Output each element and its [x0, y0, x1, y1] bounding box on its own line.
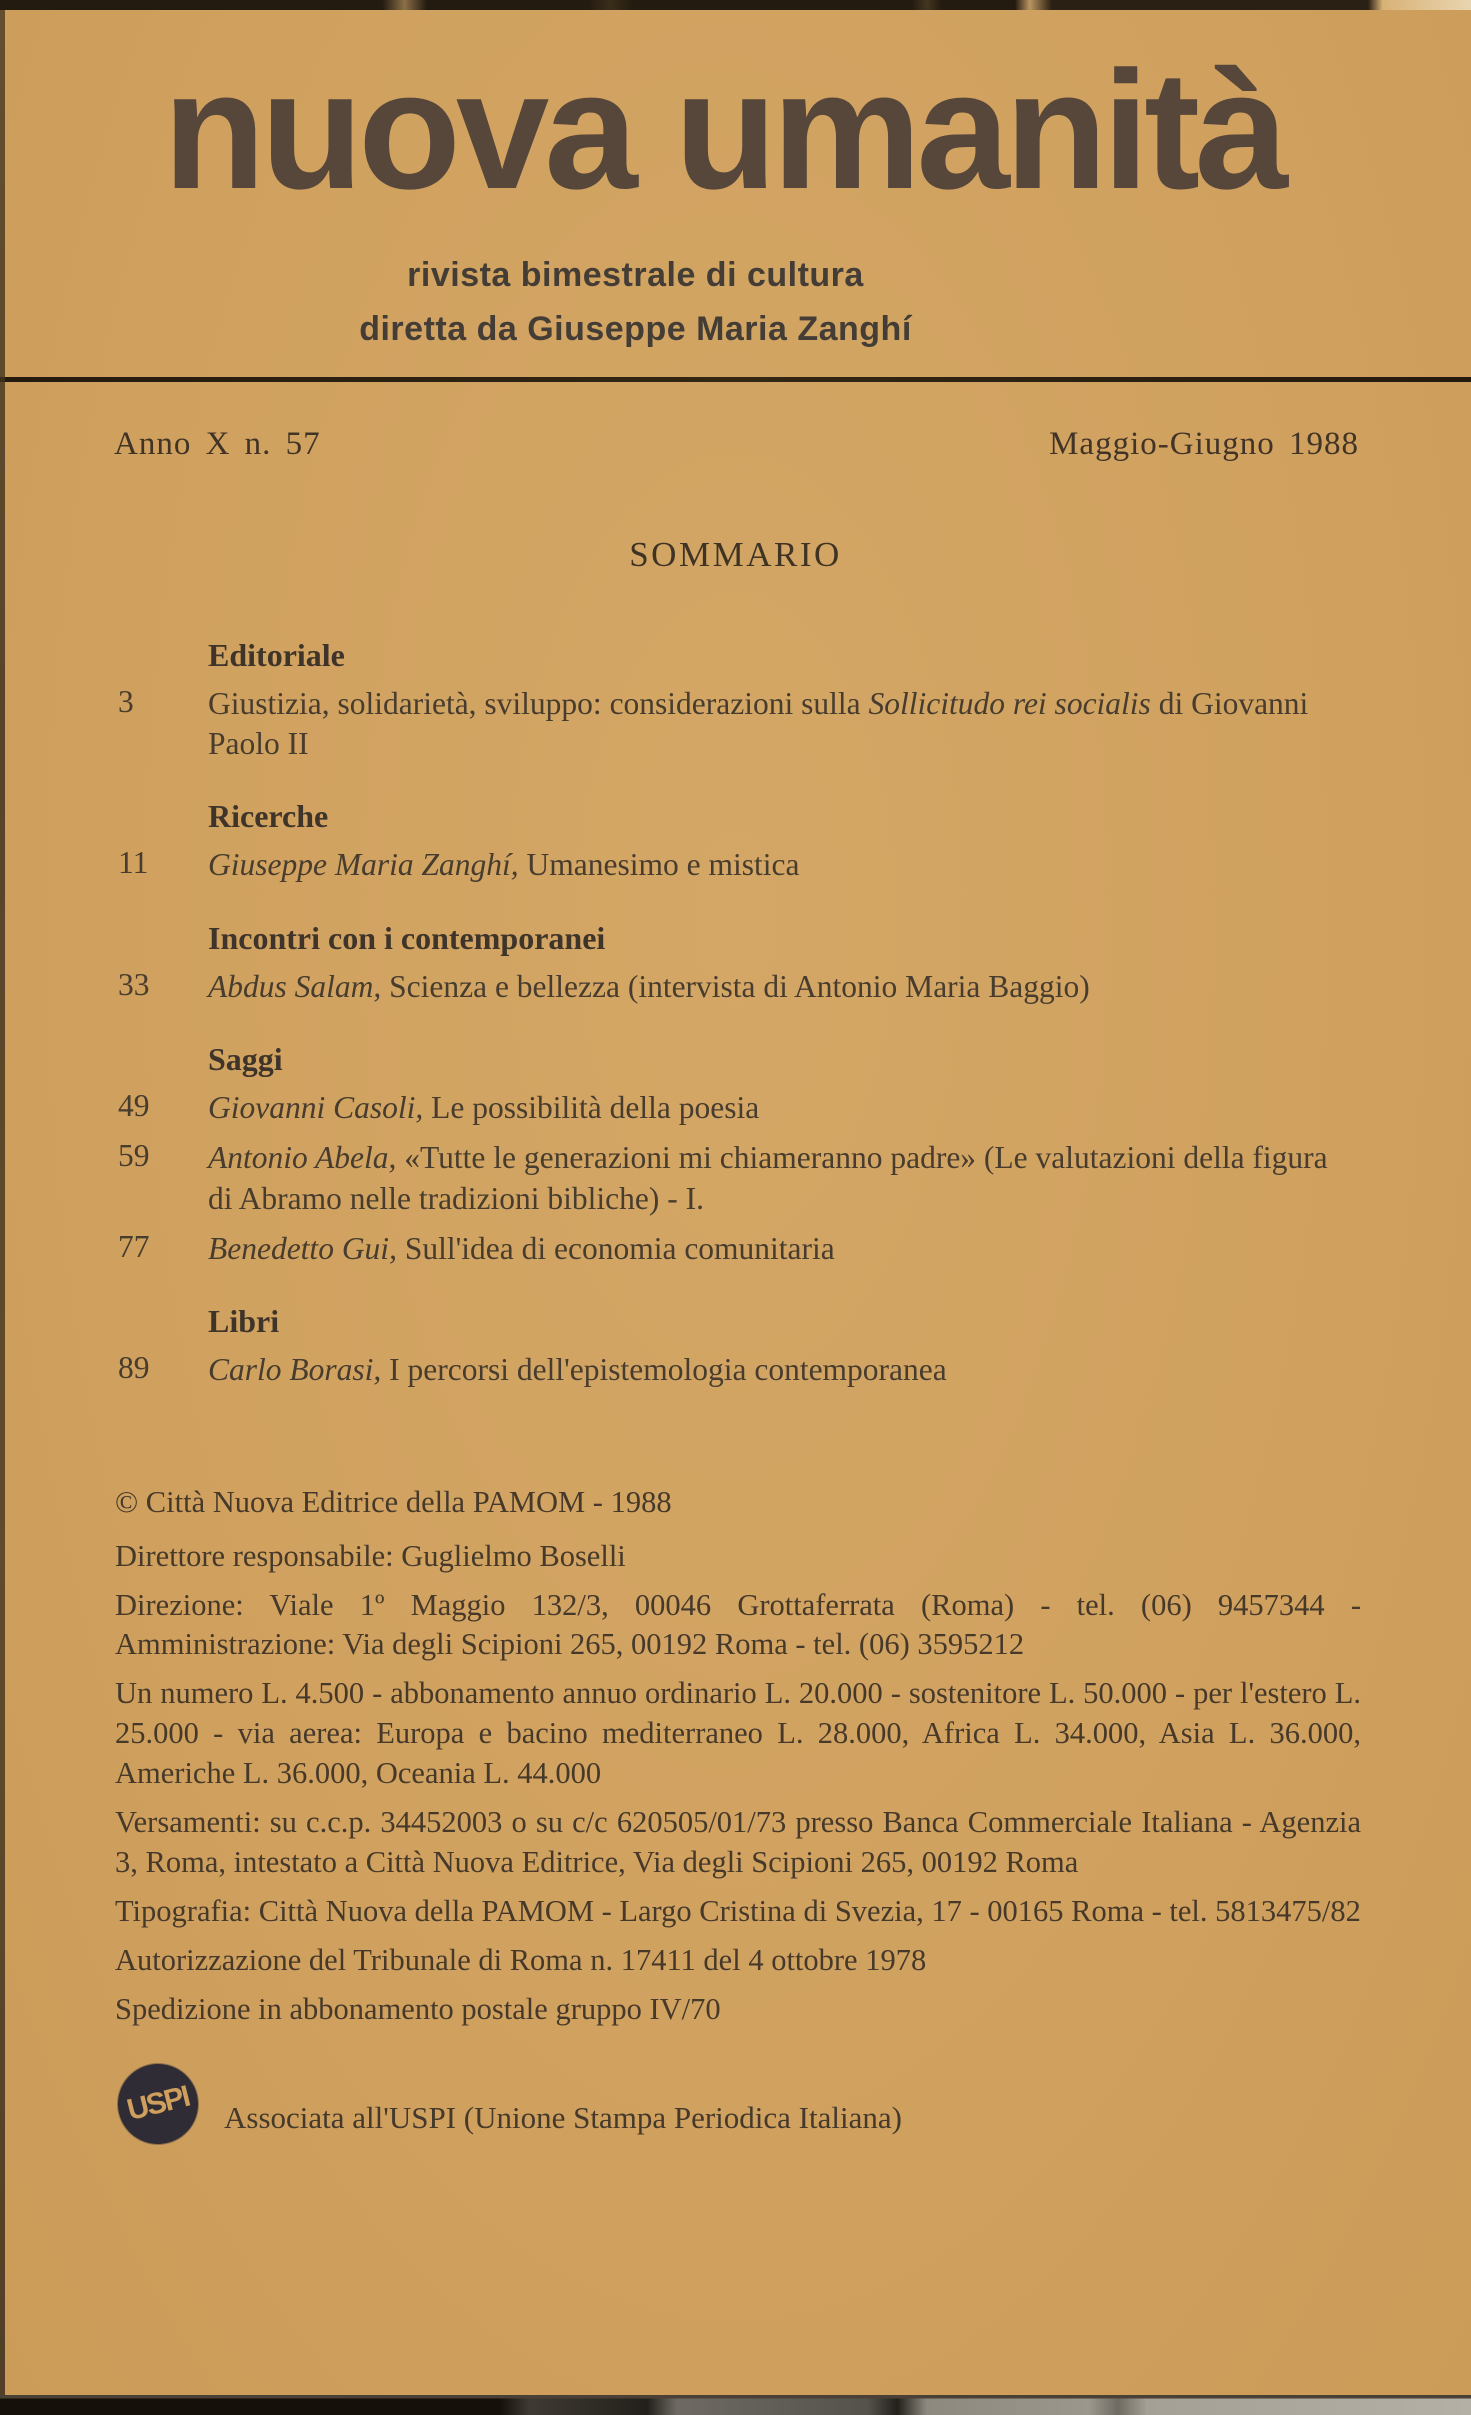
table-of-contents — [118, 637, 1359, 1391]
scan-artifact-top-bar — [0, 0, 1471, 10]
toc-entry-author: Abdus Salam, — [208, 968, 382, 1004]
toc-entry-text: I percorsi dell'epistemologia contemporanea — [381, 1352, 947, 1388]
magazine-subtitle — [0, 248, 1271, 357]
association-caption: Associata all'USPI (Unione Stampa Periodica Italiana) — [224, 2100, 902, 2136]
toc-section-libri: Libri — [208, 1303, 280, 1340]
toc-page-number: 3 — [118, 683, 134, 719]
postal-line: Spedizione in abbonamento postale gruppo IV/70 — [115, 1992, 721, 2027]
toc-entry — [118, 684, 1359, 765]
subtitle-line-1: rivista bimestrale di cultura — [407, 256, 864, 294]
toc-heading: SOMMARIO — [629, 534, 842, 574]
toc-entry-text: Le possibilità della poesia — [423, 1090, 760, 1126]
toc-page-number: 49 — [118, 1088, 150, 1124]
copyright-line: © Città Nuova Editrice della PAMOM - 1988 — [115, 1484, 672, 1519]
toc-entry-text: Sull'idea di economia comunitaria — [396, 1230, 835, 1266]
toc-page-number: 77 — [118, 1228, 150, 1264]
toc-entry-italic: Sollicitudo rei socialis — [868, 685, 1151, 721]
toc-entry — [118, 845, 1359, 885]
address-line: Direzione: Viale 1º Maggio 132/3, 00046 Grottaferrata (Roma) - tel. (06) 9457344 - Amministrazione: Via degli Scipioni 265, 00192 Roma - tel. (06) 3595212 — [115, 1587, 1361, 1662]
payments-line: Versamenti: su c.c.p. 34452003 o su c/c 620505/01/73 presso Banca Commerciale Italiana - Agenzia 3, Roma, intestato a Città Nuova Editrice, Via degli Scipioni 265, 00192 Roma — [115, 1805, 1361, 1880]
issue-volume: Anno X n. 57 — [114, 425, 321, 462]
toc-entry-text: Scienza e bellezza (intervista di Antonio Maria Baggio) — [381, 968, 1090, 1004]
issue-info-row — [114, 426, 1359, 463]
toc-entry — [118, 1350, 1359, 1390]
toc-entry-text: di Giovanni Paolo II — [208, 685, 1309, 762]
uspi-logo-icon — [110, 2056, 207, 2153]
scan-artifact-left-edge — [0, 10, 5, 2395]
toc-section-incontri: Incontri con i contemporanei — [208, 919, 606, 956]
authorization-line: Autorizzazione del Tribunale di Roma n. 17411 del 4 ottobre 1978 — [115, 1943, 927, 1978]
price-line: Un numero L. 4.500 - abbonamento annuo ordinario L. 20.000 - sostenitore L. 50.000 - per l'estero L. 25.000 - via aerea: Europa e bacino mediterraneo L. 28.000, Africa L. 34.000, Asia L. 36.000, Americhe L. 36.000, Oceania L. 44.000 — [115, 1676, 1361, 1791]
toc-entry-title — [208, 967, 1359, 1007]
subtitle-line-2: diretta da Giuseppe Maria Zanghí — [359, 310, 912, 349]
toc-section-saggi: Saggi — [208, 1041, 283, 1078]
toc-page-number: 89 — [118, 1350, 150, 1386]
toc-entry-text: Giustizia, solidarietà, sviluppo: considerazioni sulla — [208, 685, 869, 721]
toc-entry-text: «Tutte le generazioni mi chiameranno padre» (Le valutazioni della figura di Abramo nelle tradizioni bibliche) - I. — [208, 1140, 1328, 1216]
toc-entry-author: Giuseppe Maria Zanghí, — [208, 847, 519, 883]
toc-page-number: 11 — [118, 845, 149, 881]
scan-artifact-bottom-bar — [0, 2395, 1471, 2415]
director-line: Direttore responsabile: Guglielmo Boselli — [115, 1538, 626, 1573]
issue-date: Maggio-Giugno 1988 — [1049, 425, 1359, 462]
toc-entry-title — [208, 1229, 1359, 1269]
toc-entry-title — [208, 1088, 1359, 1128]
colophon — [115, 1483, 1361, 2030]
toc-entry-title — [208, 845, 1359, 885]
toc-section-editoriale: Editoriale — [208, 636, 345, 673]
toc-entry — [118, 967, 1359, 1007]
toc-entry-author: Antonio Abela, — [208, 1140, 397, 1176]
toc-entry — [118, 1229, 1359, 1269]
magazine-title: nuova umanità — [163, 36, 1284, 224]
toc-page-number: 59 — [118, 1138, 150, 1174]
toc-entry-title — [208, 1350, 1359, 1390]
association-row — [118, 2064, 1471, 2144]
toc-entry — [118, 1138, 1359, 1219]
toc-entry — [118, 1088, 1359, 1128]
toc-page-number: 33 — [118, 966, 150, 1002]
toc-section-ricerche: Ricerche — [208, 798, 329, 835]
toc-entry-author: Carlo Borasi, — [208, 1352, 382, 1388]
printer-line: Tipografia: Città Nuova della PAMOM - Largo Cristina di Svezia, 17 - 00165 Roma - tel. 5813475/82 — [115, 1894, 1361, 1929]
uspi-logo-text: USPI — [123, 2080, 192, 2128]
toc-entry-author: Benedetto Gui, — [208, 1230, 397, 1266]
horizontal-rule — [0, 377, 1471, 382]
toc-entry-title — [208, 1138, 1359, 1219]
toc-entry-author: Giovanni Casoli, — [208, 1090, 424, 1126]
toc-entry-title — [208, 684, 1359, 765]
toc-entry-text: Umanesimo e mistica — [518, 847, 800, 883]
